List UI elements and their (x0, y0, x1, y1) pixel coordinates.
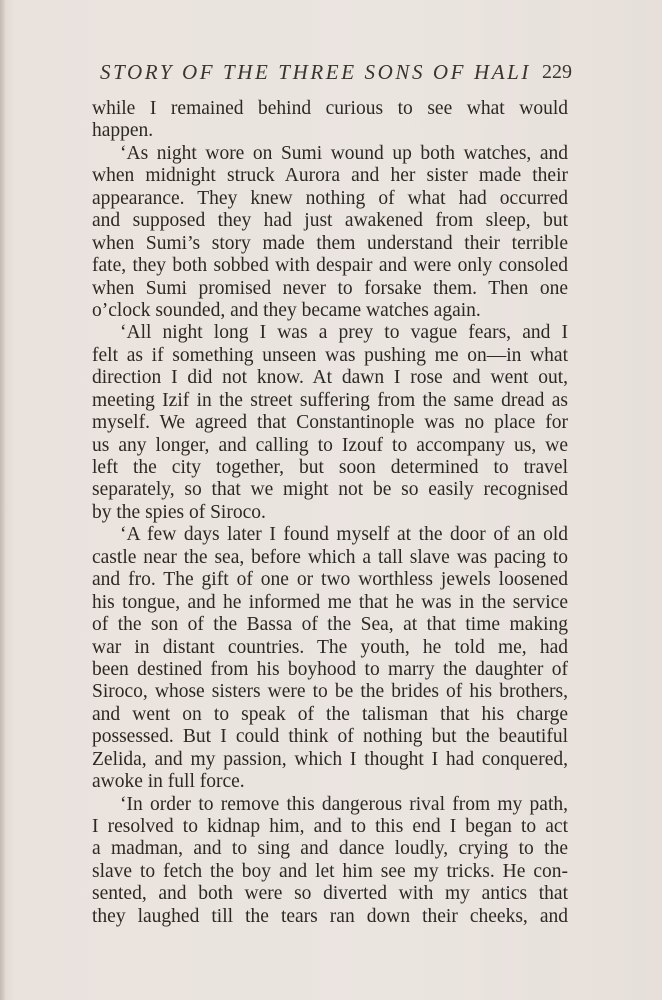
text-line: direction I did not know. At dawn I rose and went out, (92, 367, 568, 389)
text-line: while I remained behind curious to see what would (92, 98, 568, 119)
running-title: STORY OF THE THREE SONS OF HALI (100, 60, 532, 84)
text-line: war in distant countries. The youth, he told me, had (92, 636, 568, 658)
text-line: ‘A few days later I found myself at the door of an old (120, 524, 568, 546)
text-line: slave to fetch the boy and let him see my tricks. He con- (92, 860, 568, 882)
text-line: left the city together, but soon determined to travel (92, 457, 568, 478)
text-line: and went on to speak of the talisman that his charge (92, 703, 568, 725)
text-line: us any longer, and calling to Izouf to accompany us, we (92, 434, 568, 456)
text-line: by the spies of Siroco. (92, 501, 266, 523)
text-line: and supposed they had just awakened from sleep, but (92, 210, 568, 232)
text-line: when Sumi promised never to forsake them. Then one (92, 277, 568, 299)
text-line: appearance. They knew nothing of what had occurred (92, 187, 568, 209)
text-line: meeting Izif in the street suffering from the same dread as (92, 389, 568, 411)
text-line: o’clock sounded, and they became watches again. (92, 299, 481, 321)
text-line: awoke in full force. (92, 771, 245, 793)
text-line: they laughed till the tears ran down their cheeks, and (92, 905, 568, 927)
page-gutter-shadow (0, 0, 6, 1000)
text-line: and fro. The gift of one or two worthless jewels loosened (92, 569, 568, 591)
body-text (92, 98, 568, 928)
page-header (100, 60, 572, 90)
text-line: possessed. But I could think of nothing but the beautiful (92, 726, 568, 748)
text-line: his tongue, and he informed me that he was in the service (92, 591, 568, 613)
text-line: Zelida, and my passion, which I thought I had conquered, (92, 748, 568, 770)
text-line: sented, and both were so diverted with my antics that (92, 883, 568, 905)
text-line: been destined from his boyhood to marry the daughter of (92, 658, 568, 680)
text-line: Siroco, whose sisters were to be the brides of his brothers, (92, 681, 568, 703)
text-line: happen. (92, 120, 154, 142)
text-line: felt as if something unseen was pushing me on—in what (92, 344, 568, 366)
page-number: 229 (542, 61, 572, 83)
text-line: myself. We agreed that Constantinople was no place for (92, 412, 568, 434)
text-line: castle near the sea, before which a tall slave was pacing to (92, 546, 568, 568)
text-line: a madman, and to sing and dance loudly, crying to the (92, 838, 568, 860)
text-line: ‘As night wore on Sumi wound up both watches, and (120, 142, 568, 164)
text-line: fate, they both sobbed with despair and were only consoled (92, 255, 568, 277)
text-line: separately, so that we might not be so easily recognised (92, 479, 568, 501)
text-line: when Sumi’s story made them understand their terrible (92, 232, 568, 254)
text-line: ‘In order to remove this dangerous rival from my path, (120, 793, 568, 815)
text-line: ‘All night long I was a prey to vague fears, and I (120, 322, 568, 344)
text-line: of the son of the Bassa of the Sea, at that time making (92, 614, 568, 636)
text-line: I resolved to kidnap him, and to this end I began to act (92, 816, 568, 837)
text-line: when midnight struck Aurora and her sister made their (92, 165, 568, 187)
